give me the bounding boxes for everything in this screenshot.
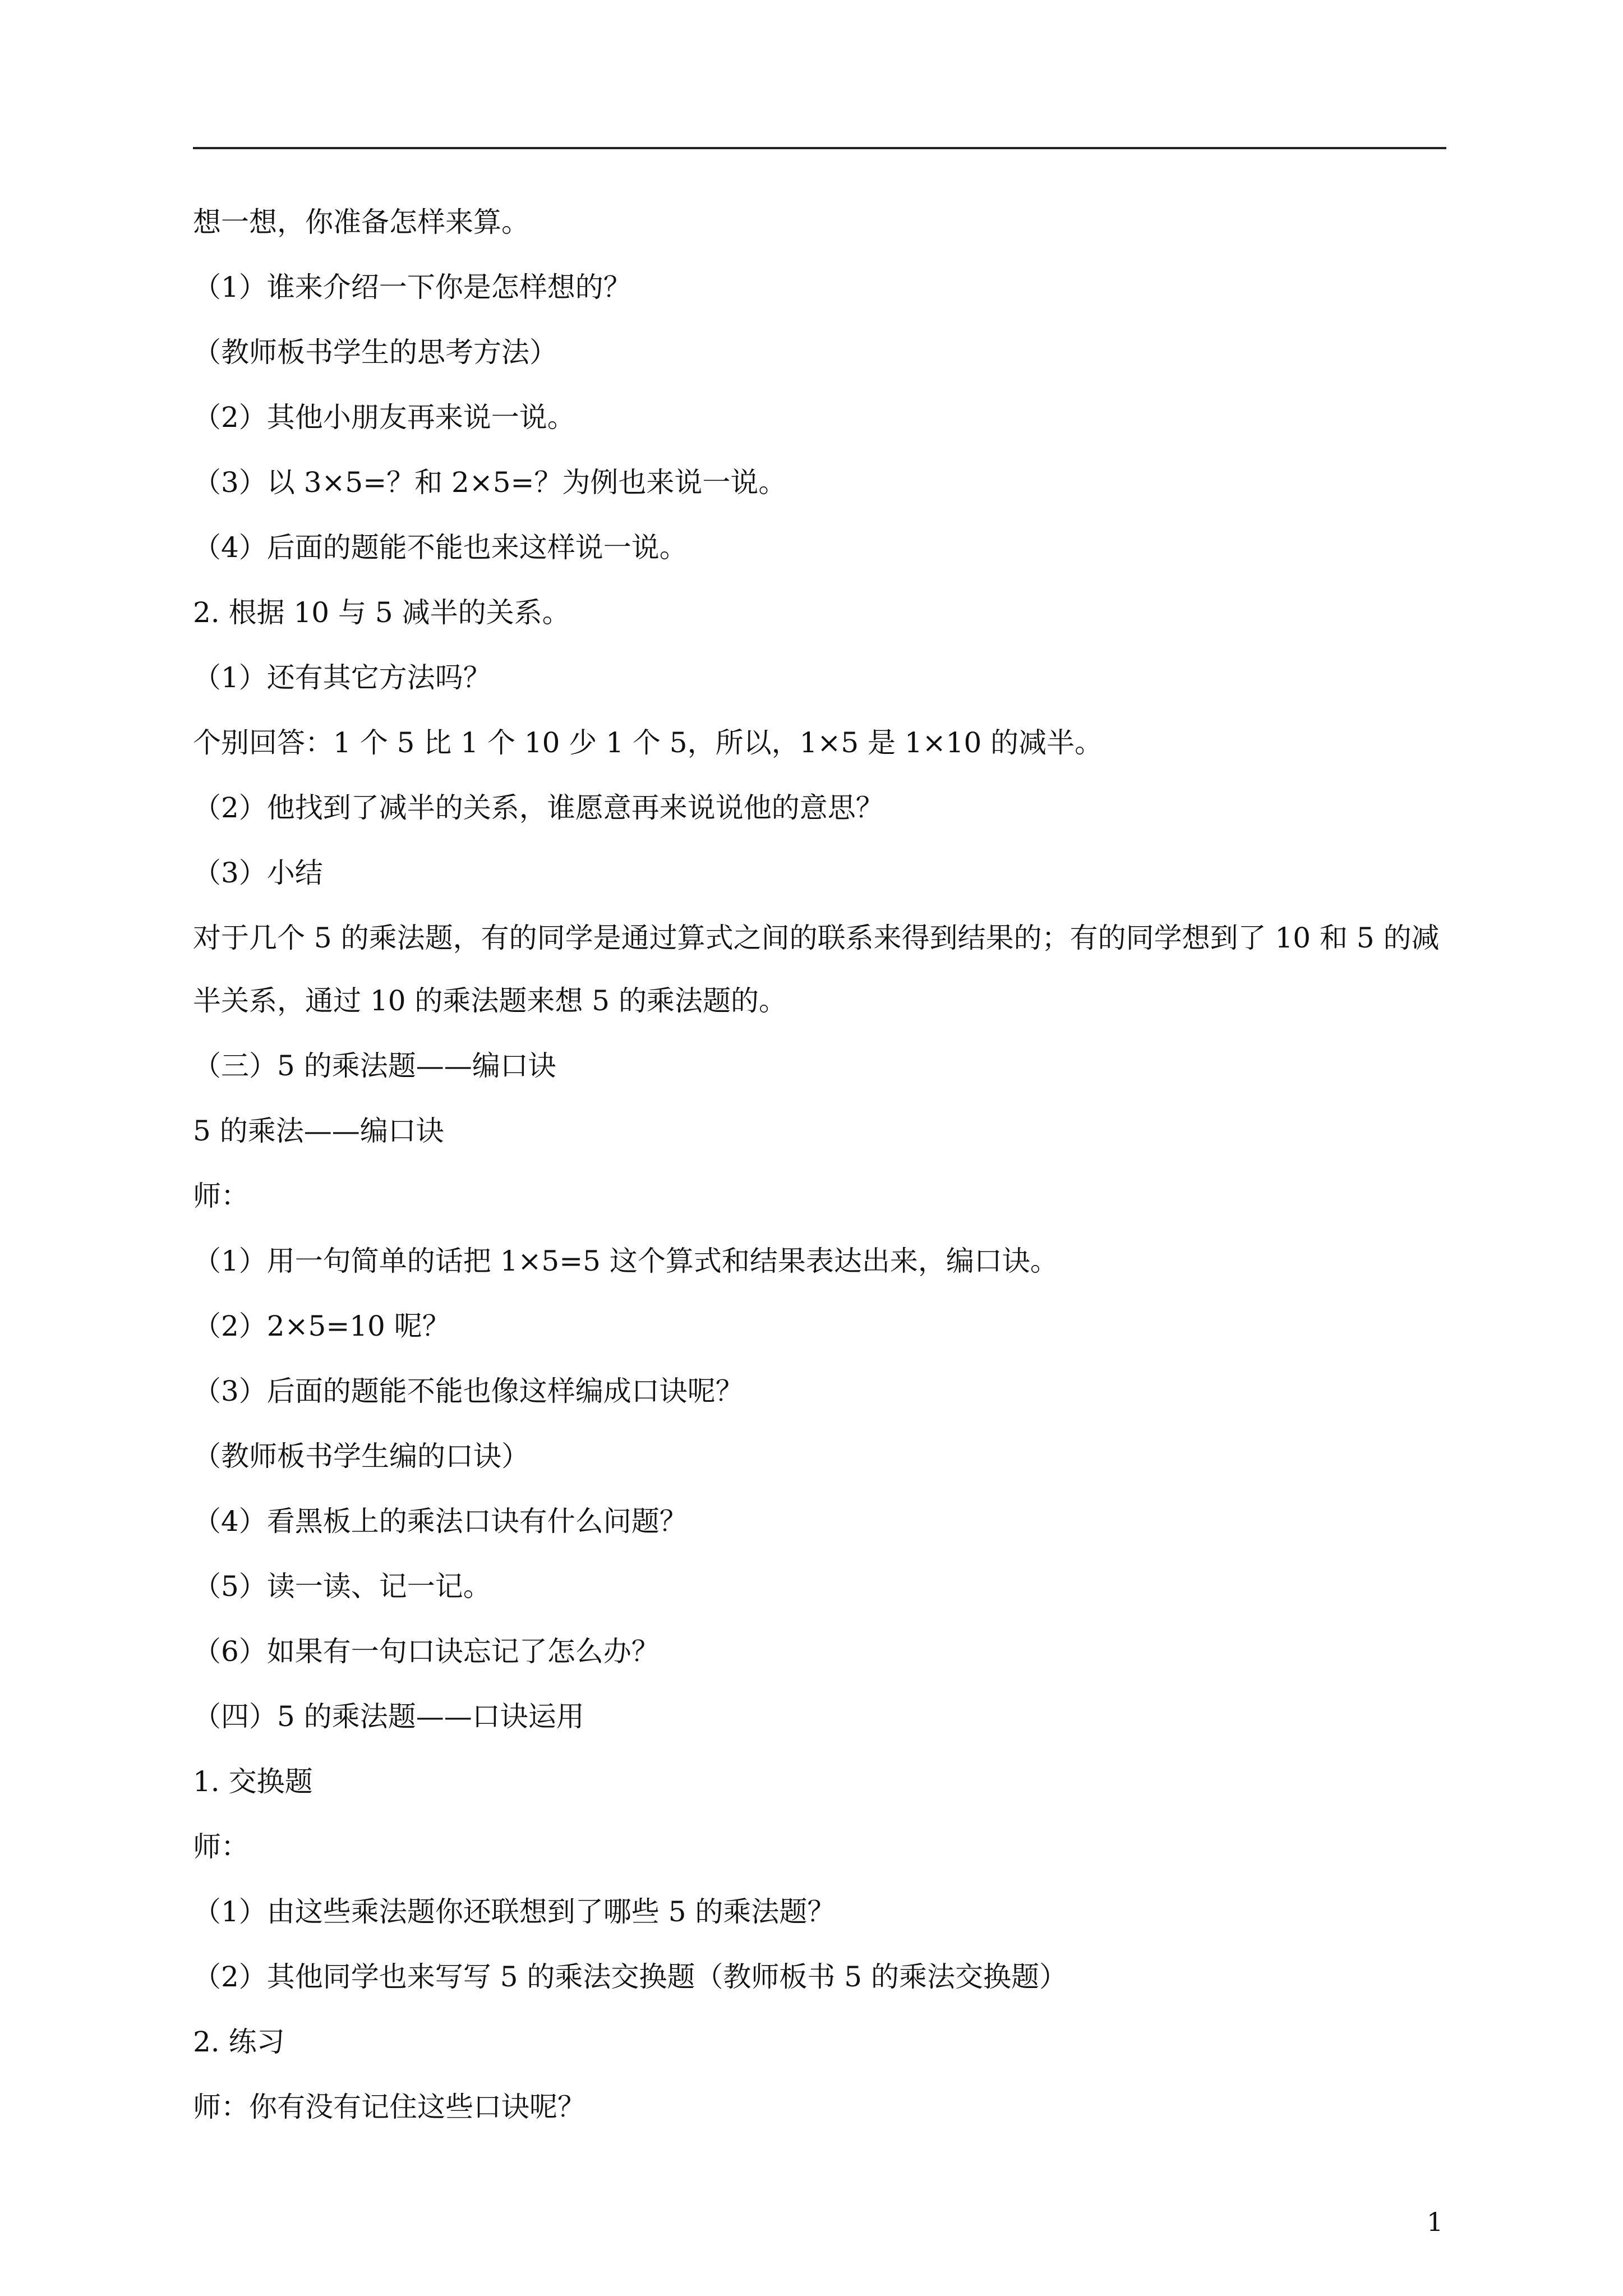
text-line: 1. 交换题 [193,1765,313,1798]
text-line: 师： [193,1180,249,1212]
header-rule [193,147,1446,149]
document-body [193,205,1446,2155]
text-line: 半关系，通过 10 的乘法题来想 5 的乘法题的。 [193,984,787,1017]
text-line: （2）其他同学也来写写 5 的乘法交换题（教师板书 5 的乘法交换题） [193,1961,1068,1993]
text-line: 2. 练习 [193,2026,285,2058]
text-line: （教师板书学生编的口诀） [193,1440,529,1473]
text-line: 2. 根据 10 与 5 减半的关系。 [193,596,570,629]
text-line: （4）看黑板上的乘法口诀有什么问题？ [193,1505,688,1538]
section-heading: （四）5 的乘法题——口诀运用 [193,1700,584,1733]
text-line: （4）后面的题能不能也来这样说一说。 [193,531,688,564]
text-line: （2）2×5=10 呢？ [193,1310,450,1342]
text-line: （2）他找到了减半的关系，谁愿意再来说说他的意思？ [193,792,884,824]
page-number: 1 [1427,2207,1444,2237]
text-line: （1）由这些乘法题你还联想到了哪些 5 的乘法题？ [193,1895,836,1928]
text-line: （3）小结 [193,857,323,889]
text-line: 个别回答：1 个 5 比 1 个 10 少 1 个 5，所以，1×5 是 1×10 的减半。 [193,726,1103,759]
section-heading: （三）5 的乘法题——编口诀 [193,1050,556,1082]
text-line: （3）后面的题能不能也像这样编成口诀呢？ [193,1375,744,1407]
text-line: （3）以 3×5=？和 2×5=？为例也来说一说。 [193,466,787,499]
text-line: （1）用一句简单的话把 1×5=5 这个算式和结果表达出来，编口诀。 [193,1245,1058,1277]
text-line: （6）如果有一句口诀忘记了怎么办？ [193,1635,660,1668]
text-line: （2）其他小朋友再来说一说。 [193,401,575,434]
text-line: 想一想，你准备怎样来算。 [193,206,529,238]
text-line: 师：你有没有记住这些口诀呢？ [193,2091,585,2123]
text-line: （1）谁来介绍一下你是怎样想的？ [193,271,631,303]
text-line: 5 的乘法——编口诀 [193,1115,444,1147]
text-line: （5）读一读、记一记。 [193,1570,491,1603]
text-line: （1）还有其它方法吗？ [193,661,491,694]
text-line: （教师板书学生的思考方法） [193,336,557,369]
text-line: 师： [193,1830,249,1863]
text-line: 对于几个 5 的乘法题，有的同学是通过算式之间的联系来得到结果的；有的同学想到了 10 和 5 的减 [193,922,1440,954]
